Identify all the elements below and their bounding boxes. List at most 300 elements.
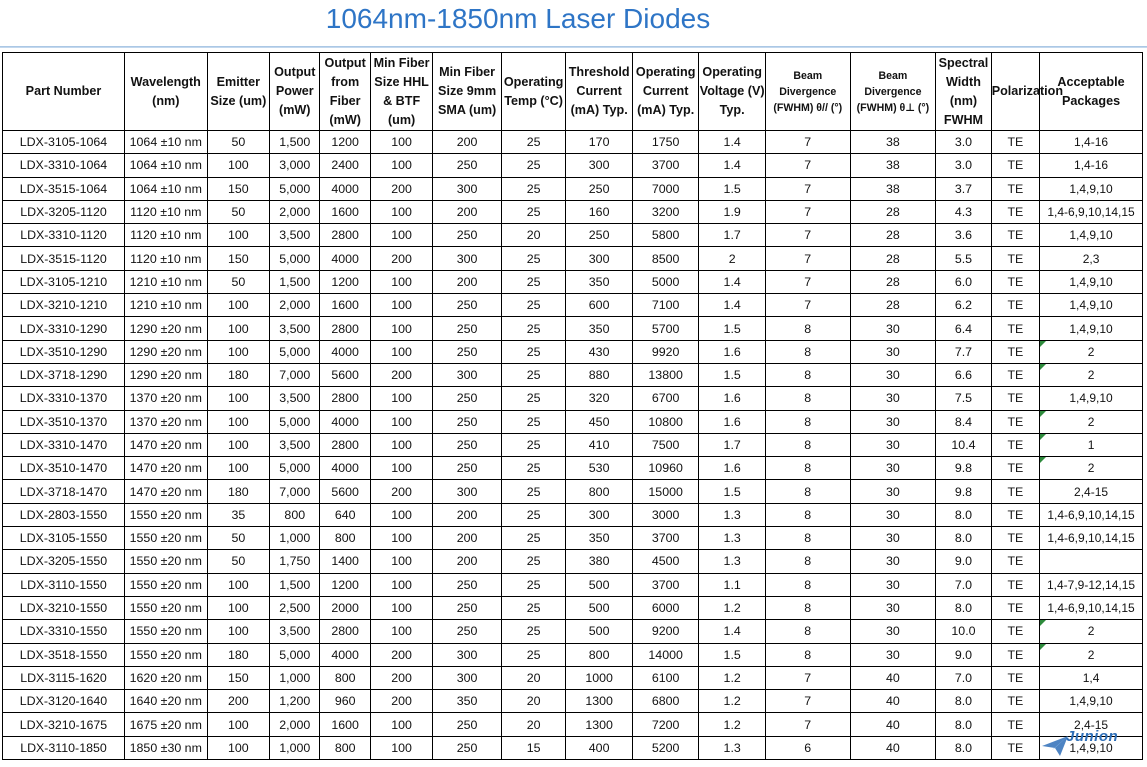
column-header-operating-current: Operating Current (mA) Typ. (632, 53, 699, 131)
cell-output-power: 2,000 (270, 200, 320, 223)
cell-output-from-fiber: 800 (320, 527, 370, 550)
cell-wavelength: 1120 ±10 nm (124, 224, 207, 247)
cell-emitter-size: 180 (207, 643, 269, 666)
column-header-beam-divergence-perp: Beam Divergence (FWHM) θ⊥ (°) (850, 53, 936, 131)
cell-part-number: LDX-3210-1210 (3, 294, 125, 317)
cell-emitter-size: 100 (207, 410, 269, 433)
cell-output-power: 1,500 (270, 131, 320, 154)
cell-output-from-fiber: 1600 (320, 713, 370, 736)
cell-threshold-current: 250 (566, 177, 633, 200)
cell-output-from-fiber: 4000 (320, 457, 370, 480)
cell-acceptable-packages: 2 (1040, 620, 1143, 643)
cell-polarization: TE (991, 294, 1039, 317)
cell-min-fiber-hhl-btf: 100 (370, 527, 432, 550)
cell-spectral-width: 6.6 (936, 363, 991, 386)
cell-wavelength: 1620 ±20 nm (124, 666, 207, 689)
column-header-output-from-fiber: Output from Fiber (mW) (320, 53, 370, 131)
cell-operating-current: 15000 (632, 480, 699, 503)
cell-threshold-current: 410 (566, 433, 633, 456)
cell-part-number: LDX-3105-1550 (3, 527, 125, 550)
cell-min-fiber-sma: 250 (433, 596, 502, 619)
cell-beam-divergence-perp: 40 (850, 736, 936, 759)
cell-output-from-fiber: 4000 (320, 177, 370, 200)
cell-acceptable-packages: 1,4-16 (1040, 131, 1143, 154)
cell-output-power: 5,000 (270, 410, 320, 433)
table-row (3, 131, 1143, 154)
cell-part-number: LDX-3205-1550 (3, 550, 125, 573)
cell-operating-current: 6100 (632, 666, 699, 689)
cell-part-number: LDX-3510-1470 (3, 457, 125, 480)
cell-operating-current: 13800 (632, 363, 699, 386)
cell-threshold-current: 880 (566, 363, 633, 386)
cell-spectral-width: 8.0 (936, 596, 991, 619)
cell-min-fiber-sma: 250 (433, 387, 502, 410)
cell-polarization: TE (991, 270, 1039, 293)
cell-operating-voltage: 1.6 (699, 457, 766, 480)
cell-operating-voltage: 1.3 (699, 736, 766, 759)
table-row (3, 270, 1143, 293)
cell-beam-divergence-parallel: 8 (765, 550, 850, 573)
cell-emitter-size: 100 (207, 596, 269, 619)
cell-spectral-width: 10.4 (936, 433, 991, 456)
cell-emitter-size: 100 (207, 457, 269, 480)
cell-threshold-current: 250 (566, 224, 633, 247)
cell-min-fiber-hhl-btf: 100 (370, 596, 432, 619)
cell-spectral-width: 9.8 (936, 480, 991, 503)
cell-operating-temp: 25 (501, 294, 566, 317)
cell-part-number: LDX-3310-1290 (3, 317, 125, 340)
cell-wavelength: 1064 ±10 nm (124, 177, 207, 200)
cell-threshold-current: 350 (566, 270, 633, 293)
column-header-spectral-width: Spectral Width (nm) FWHM (936, 53, 991, 131)
column-header-min-fiber-hhl-btf: Min Fiber Size HHL & BTF (um) (370, 53, 432, 131)
cell-operating-voltage: 1.3 (699, 527, 766, 550)
cell-output-from-fiber: 4000 (320, 410, 370, 433)
table-row (3, 690, 1143, 713)
cell-acceptable-packages: 1,4-7,9-12,14,15 (1040, 573, 1143, 596)
cell-part-number: LDX-3510-1290 (3, 340, 125, 363)
cell-acceptable-packages: 2,4-15 (1040, 480, 1143, 503)
table-row (3, 363, 1143, 386)
cell-min-fiber-sma: 200 (433, 527, 502, 550)
cell-beam-divergence-perp: 30 (850, 317, 936, 340)
cell-spectral-width: 4.3 (936, 200, 991, 223)
cell-beam-divergence-perp: 28 (850, 200, 936, 223)
cell-min-fiber-hhl-btf: 100 (370, 713, 432, 736)
cell-operating-voltage: 1.7 (699, 433, 766, 456)
cell-beam-divergence-perp: 30 (850, 410, 936, 433)
cell-operating-current: 10960 (632, 457, 699, 480)
cell-beam-divergence-parallel: 8 (765, 503, 850, 526)
cell-operating-current: 5200 (632, 736, 699, 759)
cell-threshold-current: 400 (566, 736, 633, 759)
cell-acceptable-packages: 2,4-15 (1040, 713, 1143, 736)
cell-emitter-size: 100 (207, 713, 269, 736)
cell-output-power: 5,000 (270, 177, 320, 200)
cell-beam-divergence-perp: 28 (850, 224, 936, 247)
cell-min-fiber-hhl-btf: 100 (370, 270, 432, 293)
cell-operating-voltage: 1.5 (699, 643, 766, 666)
cell-polarization: TE (991, 527, 1039, 550)
cell-operating-voltage: 1.3 (699, 550, 766, 573)
cell-operating-voltage: 1.5 (699, 363, 766, 386)
cell-polarization: TE (991, 550, 1039, 573)
cell-output-power: 5,000 (270, 247, 320, 270)
cell-beam-divergence-parallel: 7 (765, 131, 850, 154)
cell-beam-divergence-parallel: 6 (765, 736, 850, 759)
watermark-brand: Junion (1066, 728, 1119, 745)
cell-output-power: 1,200 (270, 690, 320, 713)
cell-spectral-width: 3.6 (936, 224, 991, 247)
cell-output-from-fiber: 2800 (320, 317, 370, 340)
cell-beam-divergence-parallel: 7 (765, 247, 850, 270)
cell-min-fiber-sma: 250 (433, 294, 502, 317)
cell-emitter-size: 100 (207, 317, 269, 340)
cell-operating-current: 3200 (632, 200, 699, 223)
cell-threshold-current: 300 (566, 154, 633, 177)
cell-acceptable-packages: 1,4 (1040, 666, 1143, 689)
cell-output-power: 800 (270, 503, 320, 526)
cell-beam-divergence-parallel: 8 (765, 573, 850, 596)
cell-output-from-fiber: 800 (320, 736, 370, 759)
cell-operating-current: 4500 (632, 550, 699, 573)
cell-spectral-width: 3.0 (936, 154, 991, 177)
cell-beam-divergence-perp: 30 (850, 340, 936, 363)
cell-part-number: LDX-3310-1064 (3, 154, 125, 177)
cell-spectral-width: 9.8 (936, 457, 991, 480)
table-row (3, 154, 1143, 177)
cell-operating-temp: 25 (501, 410, 566, 433)
cell-spectral-width: 6.0 (936, 270, 991, 293)
cell-acceptable-packages: 1,4-16 (1040, 154, 1143, 177)
cell-operating-temp: 25 (501, 643, 566, 666)
table-row (3, 480, 1143, 503)
cell-beam-divergence-perp: 30 (850, 387, 936, 410)
table-row (3, 224, 1143, 247)
cell-spectral-width: 7.5 (936, 387, 991, 410)
cell-emitter-size: 100 (207, 620, 269, 643)
cell-threshold-current: 500 (566, 573, 633, 596)
cell-acceptable-packages: 1 (1040, 433, 1143, 456)
cell-min-fiber-hhl-btf: 100 (370, 736, 432, 759)
cell-beam-divergence-perp: 30 (850, 643, 936, 666)
cell-operating-current: 3000 (632, 503, 699, 526)
cell-polarization: TE (991, 224, 1039, 247)
column-header-min-fiber-sma: Min Fiber Size 9mm SMA (um) (433, 53, 502, 131)
cell-operating-temp: 25 (501, 154, 566, 177)
cell-operating-current: 7200 (632, 713, 699, 736)
cell-emitter-size: 100 (207, 224, 269, 247)
cell-beam-divergence-perp: 30 (850, 363, 936, 386)
cell-operating-current: 3700 (632, 154, 699, 177)
table-row (3, 596, 1143, 619)
cell-part-number: LDX-3120-1640 (3, 690, 125, 713)
cell-beam-divergence-parallel: 7 (765, 690, 850, 713)
table-row (3, 527, 1143, 550)
cell-operating-current: 9200 (632, 620, 699, 643)
cell-output-power: 7,000 (270, 480, 320, 503)
cell-operating-current: 5800 (632, 224, 699, 247)
cell-acceptable-packages: 1,4,9,10 (1040, 736, 1143, 759)
cell-emitter-size: 100 (207, 573, 269, 596)
cell-operating-voltage: 1.2 (699, 713, 766, 736)
cell-polarization: TE (991, 131, 1039, 154)
cell-operating-temp: 25 (501, 131, 566, 154)
cell-min-fiber-sma: 200 (433, 200, 502, 223)
cell-acceptable-packages: 1,4-6,9,10,14,15 (1040, 200, 1143, 223)
cell-polarization: TE (991, 480, 1039, 503)
cell-output-power: 7,000 (270, 363, 320, 386)
cell-part-number: LDX-3718-1470 (3, 480, 125, 503)
cell-output-power: 5,000 (270, 643, 320, 666)
cell-beam-divergence-parallel: 8 (765, 387, 850, 410)
cell-polarization: TE (991, 247, 1039, 270)
cell-beam-divergence-perp: 30 (850, 527, 936, 550)
cell-output-power: 3,000 (270, 154, 320, 177)
cell-beam-divergence-perp: 30 (850, 480, 936, 503)
cell-operating-current: 7000 (632, 177, 699, 200)
cell-operating-current: 6000 (632, 596, 699, 619)
cell-operating-voltage: 1.6 (699, 340, 766, 363)
cell-min-fiber-hhl-btf: 100 (370, 573, 432, 596)
cell-spectral-width: 9.0 (936, 550, 991, 573)
cell-operating-voltage: 1.4 (699, 270, 766, 293)
cell-beam-divergence-perp: 38 (850, 131, 936, 154)
cell-output-power: 1,500 (270, 270, 320, 293)
cell-polarization: TE (991, 457, 1039, 480)
cell-spectral-width: 3.7 (936, 177, 991, 200)
table-row (3, 387, 1143, 410)
cell-acceptable-packages: 2 (1040, 410, 1143, 433)
cell-operating-voltage: 2 (699, 247, 766, 270)
cell-output-power: 3,500 (270, 387, 320, 410)
column-header-wavelength: Wavelength (nm) (124, 53, 207, 131)
cell-output-from-fiber: 640 (320, 503, 370, 526)
cell-operating-voltage: 1.5 (699, 480, 766, 503)
cell-beam-divergence-perp: 40 (850, 713, 936, 736)
cell-beam-divergence-perp: 40 (850, 690, 936, 713)
cell-polarization: TE (991, 154, 1039, 177)
cell-min-fiber-hhl-btf: 100 (370, 620, 432, 643)
cell-output-power: 5,000 (270, 340, 320, 363)
cell-operating-temp: 20 (501, 224, 566, 247)
cell-part-number: LDX-3110-1550 (3, 573, 125, 596)
cell-min-fiber-sma: 250 (433, 410, 502, 433)
cell-operating-voltage: 1.6 (699, 387, 766, 410)
cell-min-fiber-hhl-btf: 100 (370, 410, 432, 433)
cell-operating-temp: 20 (501, 713, 566, 736)
cell-polarization: TE (991, 713, 1039, 736)
cell-beam-divergence-parallel: 8 (765, 527, 850, 550)
cell-emitter-size: 200 (207, 690, 269, 713)
cell-output-power: 1,000 (270, 736, 320, 759)
cell-polarization: TE (991, 690, 1039, 713)
cell-operating-temp: 25 (501, 177, 566, 200)
table-row (3, 294, 1143, 317)
cell-acceptable-packages: 1,4,9,10 (1040, 224, 1143, 247)
cell-polarization: TE (991, 200, 1039, 223)
title-divider (0, 46, 1147, 48)
cell-operating-current: 1750 (632, 131, 699, 154)
cell-emitter-size: 100 (207, 736, 269, 759)
cell-operating-voltage: 1.6 (699, 410, 766, 433)
cell-min-fiber-hhl-btf: 100 (370, 200, 432, 223)
cell-wavelength: 1120 ±10 nm (124, 200, 207, 223)
cell-threshold-current: 300 (566, 503, 633, 526)
cell-beam-divergence-perp: 38 (850, 177, 936, 200)
cell-beam-divergence-perp: 30 (850, 457, 936, 480)
watermark (1040, 726, 1140, 762)
column-header-acceptable-packages: Acceptable Packages (1040, 53, 1143, 131)
cell-operating-current: 5700 (632, 317, 699, 340)
cell-threshold-current: 170 (566, 131, 633, 154)
cell-polarization: TE (991, 387, 1039, 410)
column-header-beam-divergence-parallel: Beam Divergence (FWHM) θ// (°) (765, 53, 850, 131)
cell-threshold-current: 1300 (566, 690, 633, 713)
cell-operating-current: 8500 (632, 247, 699, 270)
cell-emitter-size: 100 (207, 154, 269, 177)
cell-polarization: TE (991, 177, 1039, 200)
cell-operating-temp: 25 (501, 596, 566, 619)
cell-part-number: LDX-3205-1120 (3, 200, 125, 223)
cell-beam-divergence-parallel: 8 (765, 620, 850, 643)
cell-min-fiber-hhl-btf: 100 (370, 294, 432, 317)
table-row (3, 666, 1143, 689)
cell-wavelength: 1290 ±20 nm (124, 363, 207, 386)
cell-min-fiber-sma: 250 (433, 224, 502, 247)
cell-acceptable-packages: 1,4-6,9,10,14,15 (1040, 527, 1143, 550)
cell-output-from-fiber: 2000 (320, 596, 370, 619)
column-header-operating-temp: Operating Temp (°C) (501, 53, 566, 131)
cell-part-number: LDX-3105-1064 (3, 131, 125, 154)
cell-polarization: TE (991, 503, 1039, 526)
cell-min-fiber-sma: 200 (433, 503, 502, 526)
cell-operating-temp: 25 (501, 503, 566, 526)
cell-min-fiber-sma: 250 (433, 457, 502, 480)
cell-beam-divergence-perp: 28 (850, 247, 936, 270)
cell-operating-current: 3700 (632, 573, 699, 596)
cell-wavelength: 1290 ±20 nm (124, 340, 207, 363)
cell-part-number: LDX-3515-1064 (3, 177, 125, 200)
table-row (3, 433, 1143, 456)
cell-operating-current: 10800 (632, 410, 699, 433)
cell-threshold-current: 380 (566, 550, 633, 573)
cell-min-fiber-sma: 350 (433, 690, 502, 713)
cell-min-fiber-hhl-btf: 200 (370, 363, 432, 386)
cell-threshold-current: 500 (566, 596, 633, 619)
cell-output-power: 1,500 (270, 573, 320, 596)
cell-min-fiber-hhl-btf: 100 (370, 154, 432, 177)
cell-min-fiber-hhl-btf: 200 (370, 177, 432, 200)
cell-polarization: TE (991, 433, 1039, 456)
cell-operating-voltage: 1.4 (699, 620, 766, 643)
cell-emitter-size: 50 (207, 200, 269, 223)
cell-output-from-fiber: 1600 (320, 200, 370, 223)
cell-beam-divergence-parallel: 7 (765, 666, 850, 689)
cell-threshold-current: 800 (566, 480, 633, 503)
table-row (3, 340, 1143, 363)
cell-acceptable-packages: 1,4-6,9,10,14,15 (1040, 503, 1143, 526)
cell-beam-divergence-parallel: 8 (765, 596, 850, 619)
laser-diode-spec-table (2, 52, 1143, 760)
cell-beam-divergence-parallel: 8 (765, 457, 850, 480)
column-header-emitter-size: Emitter Size (um) (207, 53, 269, 131)
cell-wavelength: 1210 ±10 nm (124, 270, 207, 293)
cell-operating-temp: 25 (501, 527, 566, 550)
cell-operating-temp: 25 (501, 200, 566, 223)
cell-emitter-size: 180 (207, 480, 269, 503)
cell-polarization: TE (991, 643, 1039, 666)
cell-part-number: LDX-3518-1550 (3, 643, 125, 666)
cell-output-from-fiber: 5600 (320, 363, 370, 386)
cell-operating-voltage: 1.5 (699, 177, 766, 200)
cell-emitter-size: 150 (207, 666, 269, 689)
cell-output-from-fiber: 4000 (320, 247, 370, 270)
cell-beam-divergence-parallel: 8 (765, 340, 850, 363)
cell-emitter-size: 150 (207, 177, 269, 200)
cell-output-from-fiber: 1200 (320, 573, 370, 596)
cell-min-fiber-sma: 250 (433, 154, 502, 177)
table-row (3, 643, 1143, 666)
cell-polarization: TE (991, 736, 1039, 759)
table-row (3, 317, 1143, 340)
cell-min-fiber-sma: 250 (433, 620, 502, 643)
cell-beam-divergence-perp: 30 (850, 596, 936, 619)
cell-min-fiber-sma: 300 (433, 480, 502, 503)
cell-min-fiber-hhl-btf: 100 (370, 224, 432, 247)
cell-wavelength: 1675 ±20 nm (124, 713, 207, 736)
cell-min-fiber-hhl-btf: 100 (370, 387, 432, 410)
cell-beam-divergence-perp: 30 (850, 550, 936, 573)
cell-spectral-width: 8.0 (936, 527, 991, 550)
cell-polarization: TE (991, 340, 1039, 363)
cell-wavelength: 1370 ±20 nm (124, 387, 207, 410)
cell-polarization: TE (991, 620, 1039, 643)
cell-beam-divergence-parallel: 7 (765, 270, 850, 293)
cell-min-fiber-sma: 250 (433, 317, 502, 340)
cell-part-number: LDX-3310-1120 (3, 224, 125, 247)
cell-spectral-width: 9.0 (936, 643, 991, 666)
cell-min-fiber-sma: 200 (433, 270, 502, 293)
table-row (3, 247, 1143, 270)
cell-wavelength: 1550 ±20 nm (124, 503, 207, 526)
cell-operating-temp: 25 (501, 573, 566, 596)
cell-operating-temp: 25 (501, 317, 566, 340)
cell-operating-current: 7100 (632, 294, 699, 317)
cell-min-fiber-hhl-btf: 100 (370, 457, 432, 480)
cell-operating-temp: 25 (501, 457, 566, 480)
cell-emitter-size: 100 (207, 340, 269, 363)
cell-beam-divergence-perp: 30 (850, 503, 936, 526)
cell-output-power: 2,500 (270, 596, 320, 619)
cell-part-number: LDX-3310-1370 (3, 387, 125, 410)
cell-spectral-width: 7.7 (936, 340, 991, 363)
column-header-part-number: Part Number (3, 53, 125, 131)
cell-acceptable-packages: 1,4,9,10 (1040, 387, 1143, 410)
cell-beam-divergence-parallel: 7 (765, 224, 850, 247)
cell-emitter-size: 50 (207, 270, 269, 293)
cell-beam-divergence-perp: 30 (850, 620, 936, 643)
cell-output-power: 1,000 (270, 527, 320, 550)
cell-min-fiber-sma: 250 (433, 573, 502, 596)
cell-acceptable-packages (1040, 550, 1143, 573)
cell-operating-current: 3700 (632, 527, 699, 550)
cell-beam-divergence-parallel: 7 (765, 177, 850, 200)
cell-output-power: 3,500 (270, 433, 320, 456)
cell-output-from-fiber: 1200 (320, 131, 370, 154)
cell-min-fiber-sma: 300 (433, 666, 502, 689)
table-row (3, 410, 1143, 433)
